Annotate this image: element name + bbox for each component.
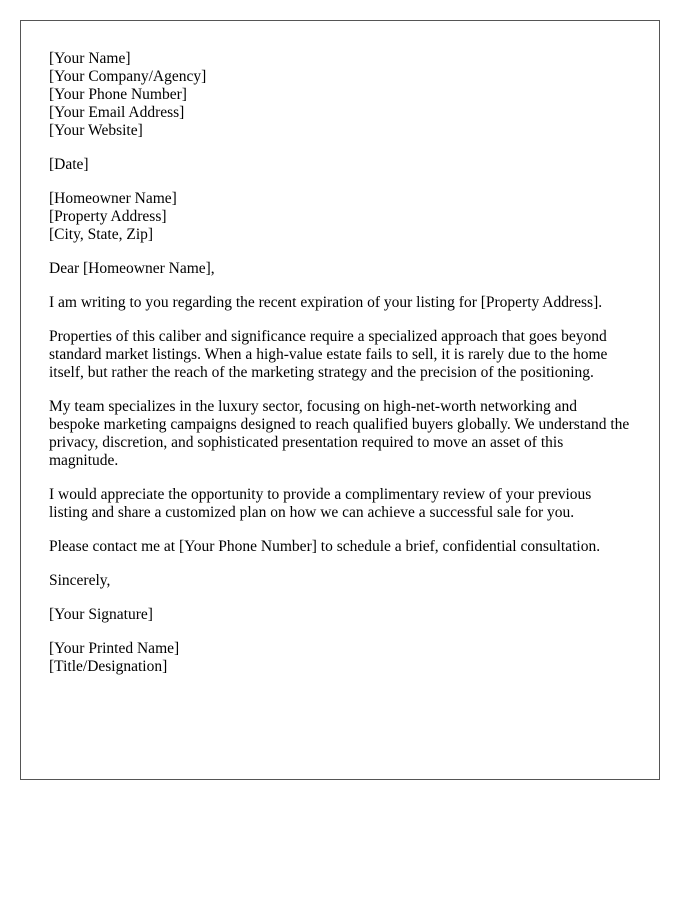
sender-name: [Your Name] bbox=[49, 50, 131, 67]
sender-block bbox=[49, 50, 631, 140]
recipient-name: [Homeowner Name] bbox=[49, 190, 177, 207]
recipient-block bbox=[49, 190, 631, 244]
body-paragraph: Please contact me at [Your Phone Number] to schedule a brief, confidential consultation. bbox=[49, 538, 601, 555]
printed-name: [Your Printed Name] bbox=[49, 640, 180, 657]
closing: Sincerely, bbox=[49, 572, 111, 589]
recipient-city-state-zip: [City, State, Zip] bbox=[49, 226, 154, 243]
sender-website: [Your Website] bbox=[49, 122, 143, 139]
sender-phone: [Your Phone Number] bbox=[49, 86, 187, 103]
signature-block bbox=[49, 640, 631, 676]
salutation: Dear [Homeowner Name], bbox=[49, 260, 215, 277]
date-block bbox=[49, 156, 631, 174]
body-paragraph: I am writing to you regarding the recent expiration of your listing for [Property Address]. bbox=[49, 294, 603, 311]
signature: [Your Signature] bbox=[49, 606, 153, 623]
letter-date: [Date] bbox=[49, 156, 89, 173]
letter-page bbox=[20, 20, 660, 780]
body-paragraph: My team specializes in the luxury sector, focusing on high-net-worth networking and bespoke marketing campaigns designed to reach qualified buyers globally. We understand the privacy, discretion, and sophisticated presentation required to move an asset of this magnitude. bbox=[49, 398, 630, 469]
recipient-address: [Property Address] bbox=[49, 208, 167, 225]
body-paragraph: Properties of this caliber and significance require a specialized approach that goes beyond standard market listings. When a high-value estate fails to sell, it is rarely due to the home itself, but rather the reach of the marketing strategy and the precision of the positioning. bbox=[49, 328, 608, 381]
title-designation: [Title/Designation] bbox=[49, 658, 168, 675]
sender-company: [Your Company/Agency] bbox=[49, 68, 207, 85]
body-paragraph: I would appreciate the opportunity to provide a complimentary review of your previous listing and share a customized plan on how we can achieve a successful sale for you. bbox=[49, 486, 592, 521]
sender-email: [Your Email Address] bbox=[49, 104, 185, 121]
